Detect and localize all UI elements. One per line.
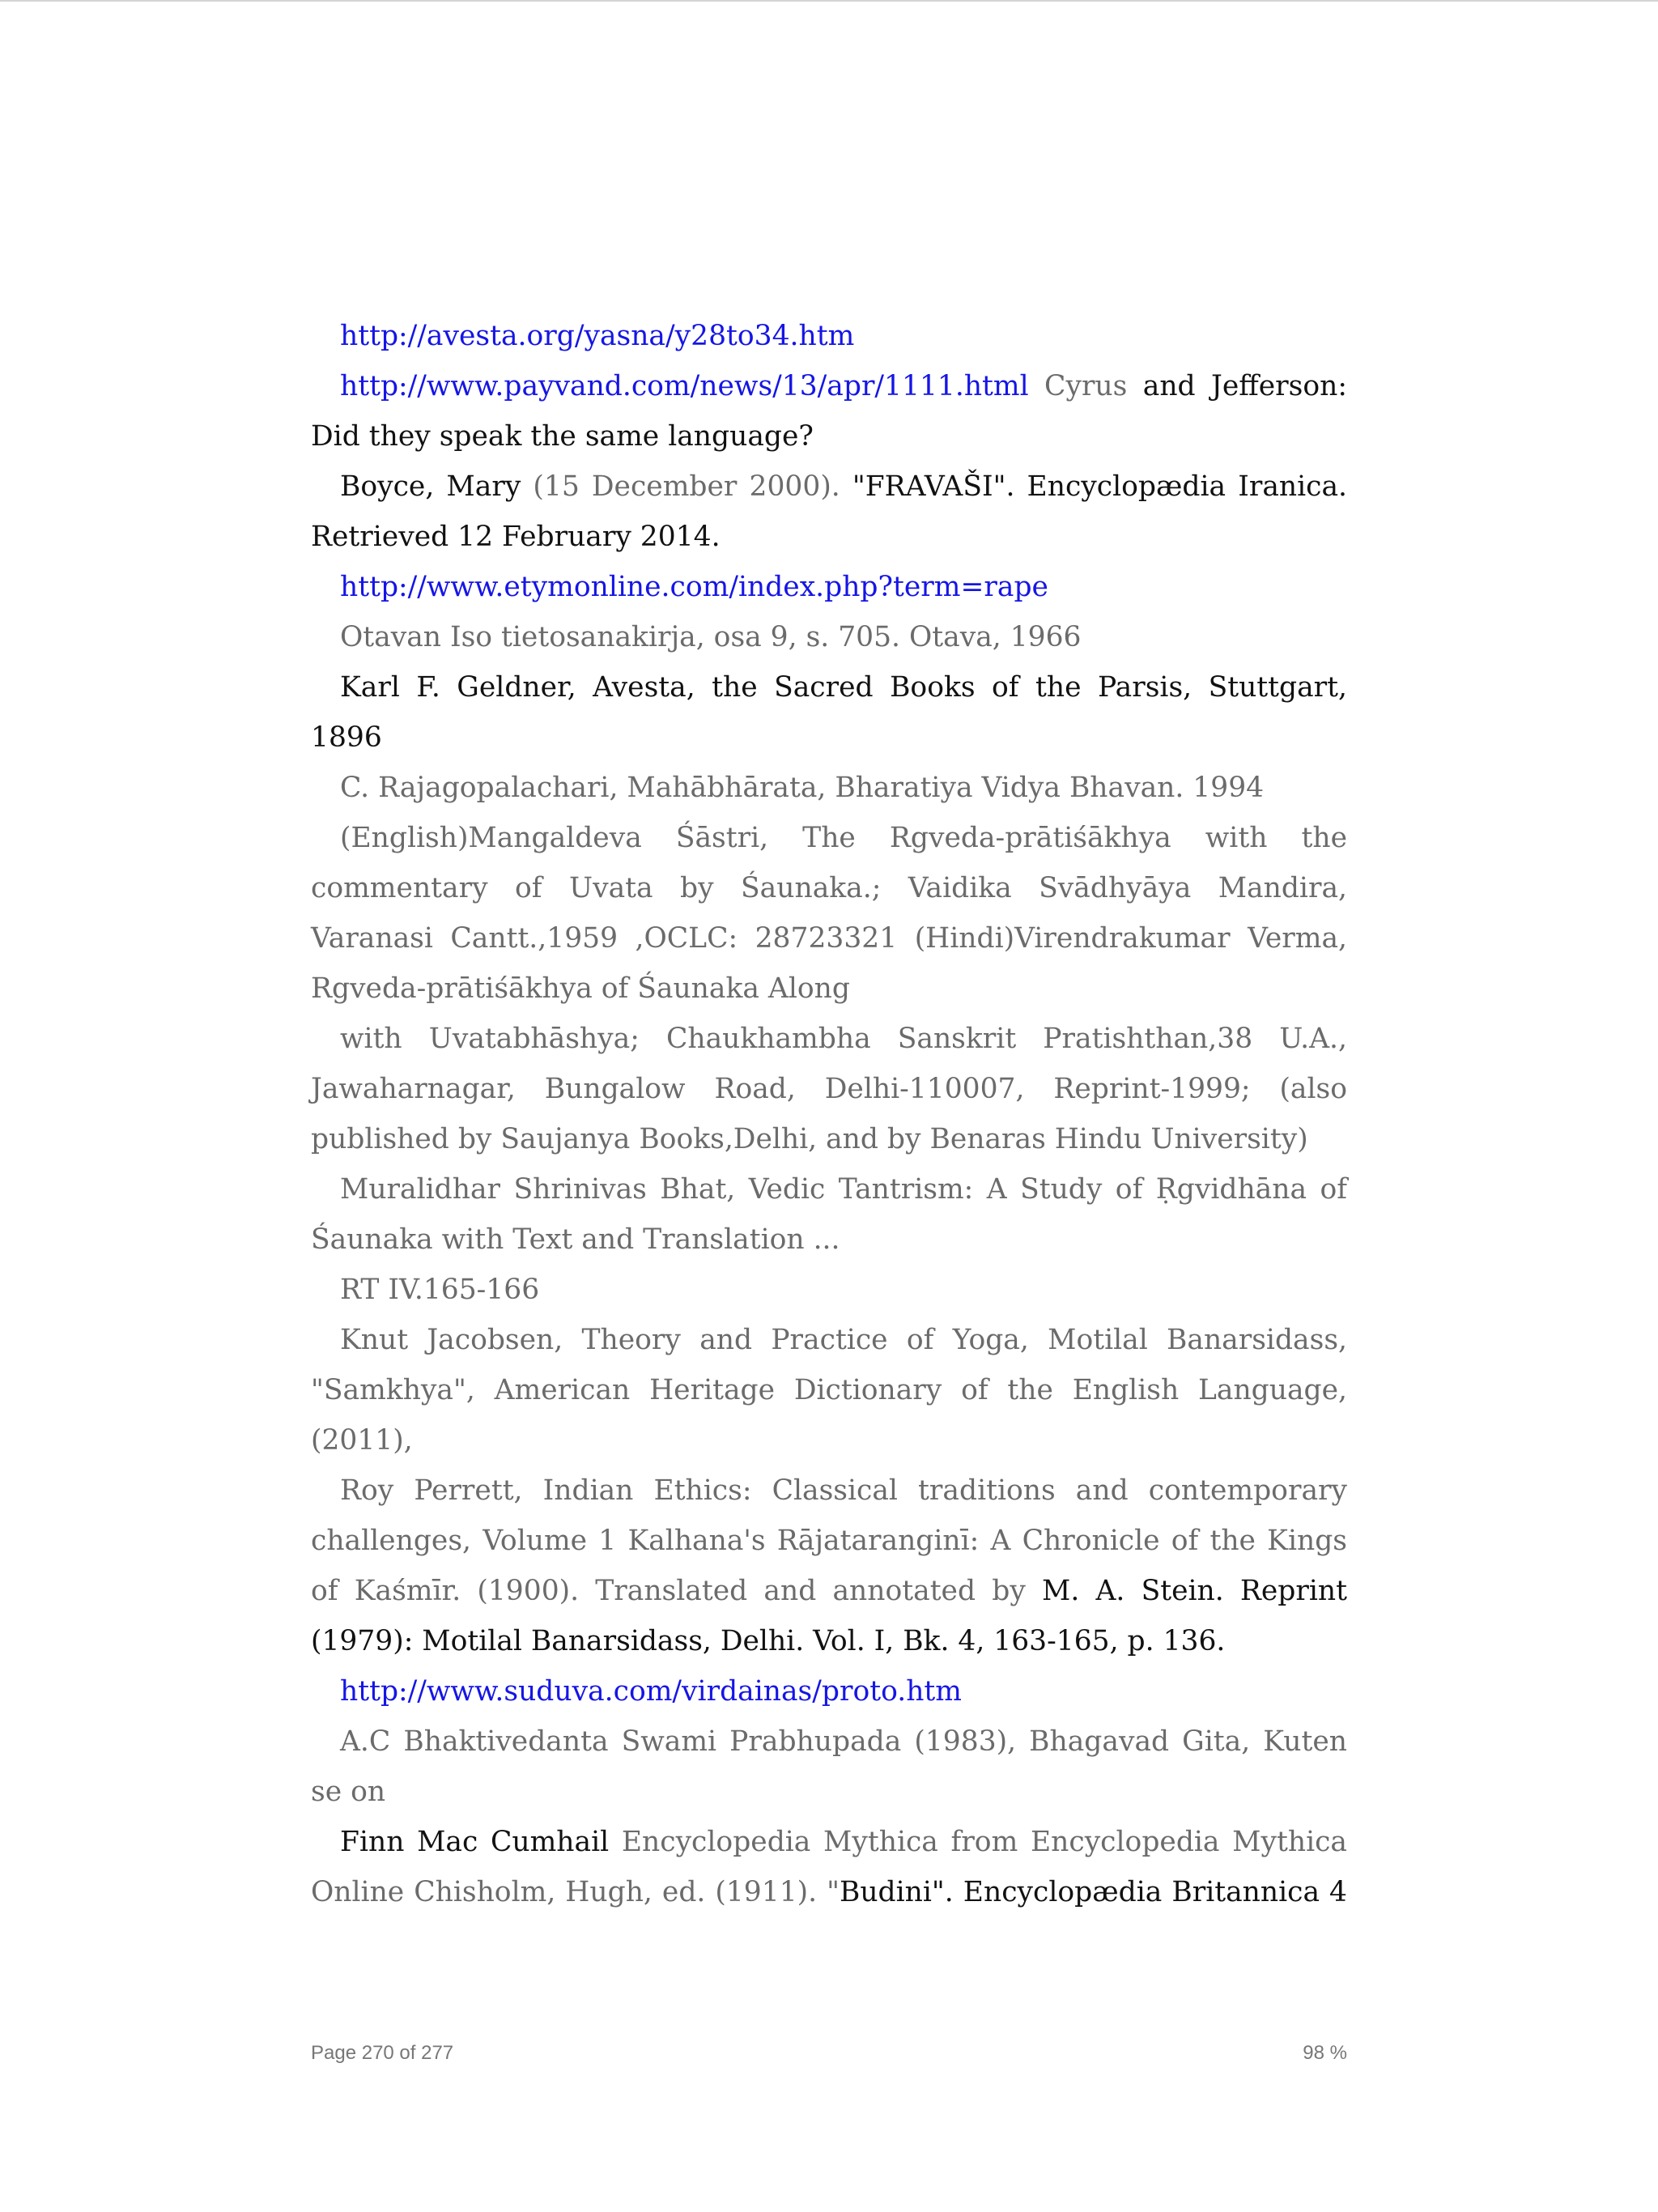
reference-entry xyxy=(311,612,1347,662)
reference-entry xyxy=(311,1164,1347,1265)
reference-entry xyxy=(311,1315,1347,1465)
reference-entry xyxy=(311,1465,1347,1666)
reference-entry xyxy=(311,1014,1347,1164)
reference-text: and Jefferson: Did they speak the same language? xyxy=(311,370,1347,453)
reference-text: (15 December 2000). xyxy=(521,470,852,503)
reference-entry xyxy=(311,1265,1347,1315)
reference-link[interactable]: http://www.suduva.com/virdainas/proto.htm xyxy=(340,1675,963,1708)
page-number: Page 270 of 277 xyxy=(311,2042,454,2064)
top-divider xyxy=(0,0,1658,2)
reference-entry xyxy=(311,311,1347,361)
reference-link[interactable]: http://www.payvand.com/news/13/apr/1111.html xyxy=(340,370,1029,402)
reference-text: RT IV.165-166 xyxy=(340,1274,540,1306)
reference-entry xyxy=(311,1666,1347,1716)
reference-text: Roy Perrett, Indian Ethics: Classical traditions and contemporary challenges, Volume 1 Kalhana's Rājataranginī: A Chronicle of the Kings of Kaśmīr. (1900). Translated and annotated by xyxy=(311,1474,1347,1607)
reference-entry xyxy=(311,813,1347,1014)
reference-text: A.C Bhaktivedanta Swami Prabhupada (1983), Bhagavad Gita, Kuten se on xyxy=(311,1725,1347,1808)
reference-link[interactable]: http://avesta.org/yasna/y28to34.htm xyxy=(340,320,855,352)
reference-entry xyxy=(311,662,1347,763)
reference-entry xyxy=(311,1716,1347,1817)
reference-text: with Uvatabhāshya; Chaukhambha Sanskrit Pratishthan,38 U.A., Jawaharnagar, Bungalow Road, Delhi-110007, Reprint-1999; (also published by Saujanya Books,Delhi, and by Benaras Hindu University) xyxy=(311,1023,1347,1155)
reference-text: Finn Mac Cumhail xyxy=(340,1826,610,1858)
reference-entry xyxy=(311,1817,1347,1917)
reference-entry xyxy=(311,763,1347,813)
reference-text: Encyclopedia Mythica from Encyclopedia Mythica Online Chisholm, Hugh, ed. (1911). " xyxy=(311,1826,1348,1908)
reference-text: C. Rajagopalachari, Mahābhārata, Bharatiya Vidya Bhavan. 1994 xyxy=(340,772,1265,804)
reference-text: Muralidhar Shrinivas Bhat, Vedic Tantrism: A Study of Ṛgvidhāna of Śaunaka with Text and Translation ... xyxy=(311,1173,1347,1256)
reference-text: Cyrus xyxy=(1028,370,1143,402)
reference-entry xyxy=(311,361,1347,462)
reference-text: Budini". Encyclopædia Britannica 4 xyxy=(839,1876,1347,1908)
reference-entry xyxy=(311,562,1347,612)
reference-list xyxy=(311,311,1347,1917)
reference-text: (English)Mangaldeva Śāstri, The Rgveda-prātiśākhya with the commentary of Uvata by Śaunaka.; Vaidika Svādhyāya Mandira, Varanasi Cantt.,1959 ,OCLC: 28723321 (Hindi)Virendrakumar Verma, Rgveda-prātiśākhya of Śaunaka Along xyxy=(311,822,1347,1005)
reference-text: Knut Jacobsen, Theory and Practice of Yoga, Motilal Banarsidass, "Samkhya", American Heritage Dictionary of the English Language, (2011), xyxy=(311,1324,1347,1457)
reading-progress: 98 % xyxy=(1303,2042,1347,2064)
reference-text: Otavan Iso tietosanakirja, osa 9, s. 705. Otava, 1966 xyxy=(340,621,1082,653)
reference-text: "FRAVAŠI". Encyclopædia Iranica. Retrieved 12 February 2014. xyxy=(311,470,1348,553)
reference-link[interactable]: http://www.etymonline.com/index.php?term=rape xyxy=(340,571,1048,603)
reference-text: M. A. Stein. Reprint (1979): Motilal Banarsidass, Delhi. Vol. I, Bk. 4, 163-165, p. 136. xyxy=(311,1575,1348,1657)
reference-text: Boyce, Mary xyxy=(340,470,521,503)
reference-entry xyxy=(311,462,1347,562)
reference-text: Karl F. Geldner, Avesta, the Sacred Books of the Parsis, Stuttgart, 1896 xyxy=(311,671,1347,754)
